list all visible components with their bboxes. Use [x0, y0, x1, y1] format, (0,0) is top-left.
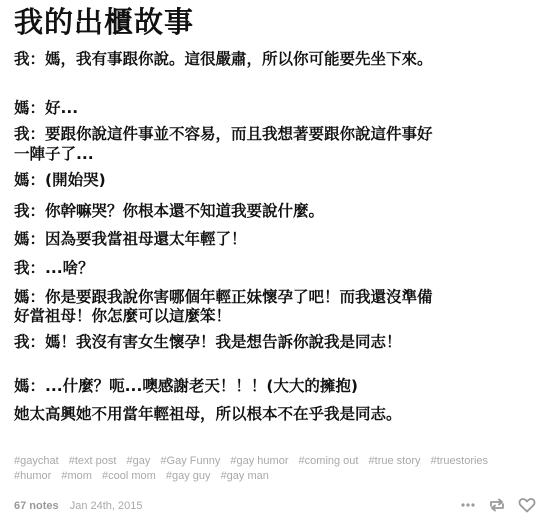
tag-link[interactable]: #humor	[14, 470, 52, 482]
heart-icon[interactable]	[518, 497, 536, 517]
tag-link[interactable]: #coming out	[298, 455, 359, 467]
dialogue-line: 她太高興她不用當年輕祖母，所以根本不在乎我是同志。	[14, 405, 402, 423]
tag-link[interactable]: #truestories	[430, 455, 489, 467]
post-date[interactable]: Jan 24th, 2015	[69, 500, 143, 512]
dialogue-line: 一陣子了...	[14, 145, 94, 163]
tag-link[interactable]: #gay humor	[230, 455, 289, 467]
tag-link[interactable]: #cool mom	[101, 470, 156, 482]
notes-count[interactable]: 67 notes	[14, 500, 59, 512]
more-icon[interactable]	[460, 497, 476, 517]
dialogue-line: 我：要跟你說這件事並不容易，而且我想著要跟你說這件事好	[14, 125, 433, 143]
post-meta	[14, 500, 143, 512]
tag-link[interactable]: #gay man	[220, 470, 269, 482]
tag-list	[14, 454, 534, 484]
tag-link[interactable]: #true story	[368, 455, 421, 467]
dialogue-line: 我：...啥？	[14, 259, 94, 277]
dialogue-line: 媽：好...	[14, 99, 79, 117]
tag-link[interactable]: #Gay Funny	[160, 455, 221, 467]
tag-link[interactable]: #gay	[126, 455, 151, 467]
dialogue-line: 我：媽！我沒有害女生懷孕！我是想告訴你說我是同志！	[14, 333, 402, 351]
dialogue-line: 媽：你是要跟我說你害哪個年輕正妹懷孕了吧！而我還沒準備	[14, 288, 433, 306]
tag-link[interactable]: #gaychat	[14, 455, 59, 467]
tag-link[interactable]: #mom	[61, 470, 92, 482]
dialogue-line: 好當祖母！你怎麼可以這麼笨！	[14, 307, 232, 325]
dialogue-line: 媽：因為要我當祖母還太年輕了！	[14, 230, 247, 248]
tag-link[interactable]: #text post	[68, 455, 117, 467]
tag-link[interactable]: #gay guy	[165, 470, 211, 482]
post-actions	[460, 497, 536, 517]
post-title: 我的出櫃故事	[14, 5, 195, 39]
dialogue-line: 我：你幹嘛哭？你根本還不知道我要說什麼。	[14, 202, 325, 220]
dialogue-line: 我：媽，我有事跟你說。這很嚴肅，所以你可能要先坐下來。	[14, 50, 433, 68]
dialogue-line: 媽：(開始哭)	[14, 171, 106, 189]
reblog-icon[interactable]	[488, 497, 506, 517]
dialogue-line: 媽：...什麼？呃...噢感謝老天！！！(大大的擁抱)	[14, 377, 358, 395]
